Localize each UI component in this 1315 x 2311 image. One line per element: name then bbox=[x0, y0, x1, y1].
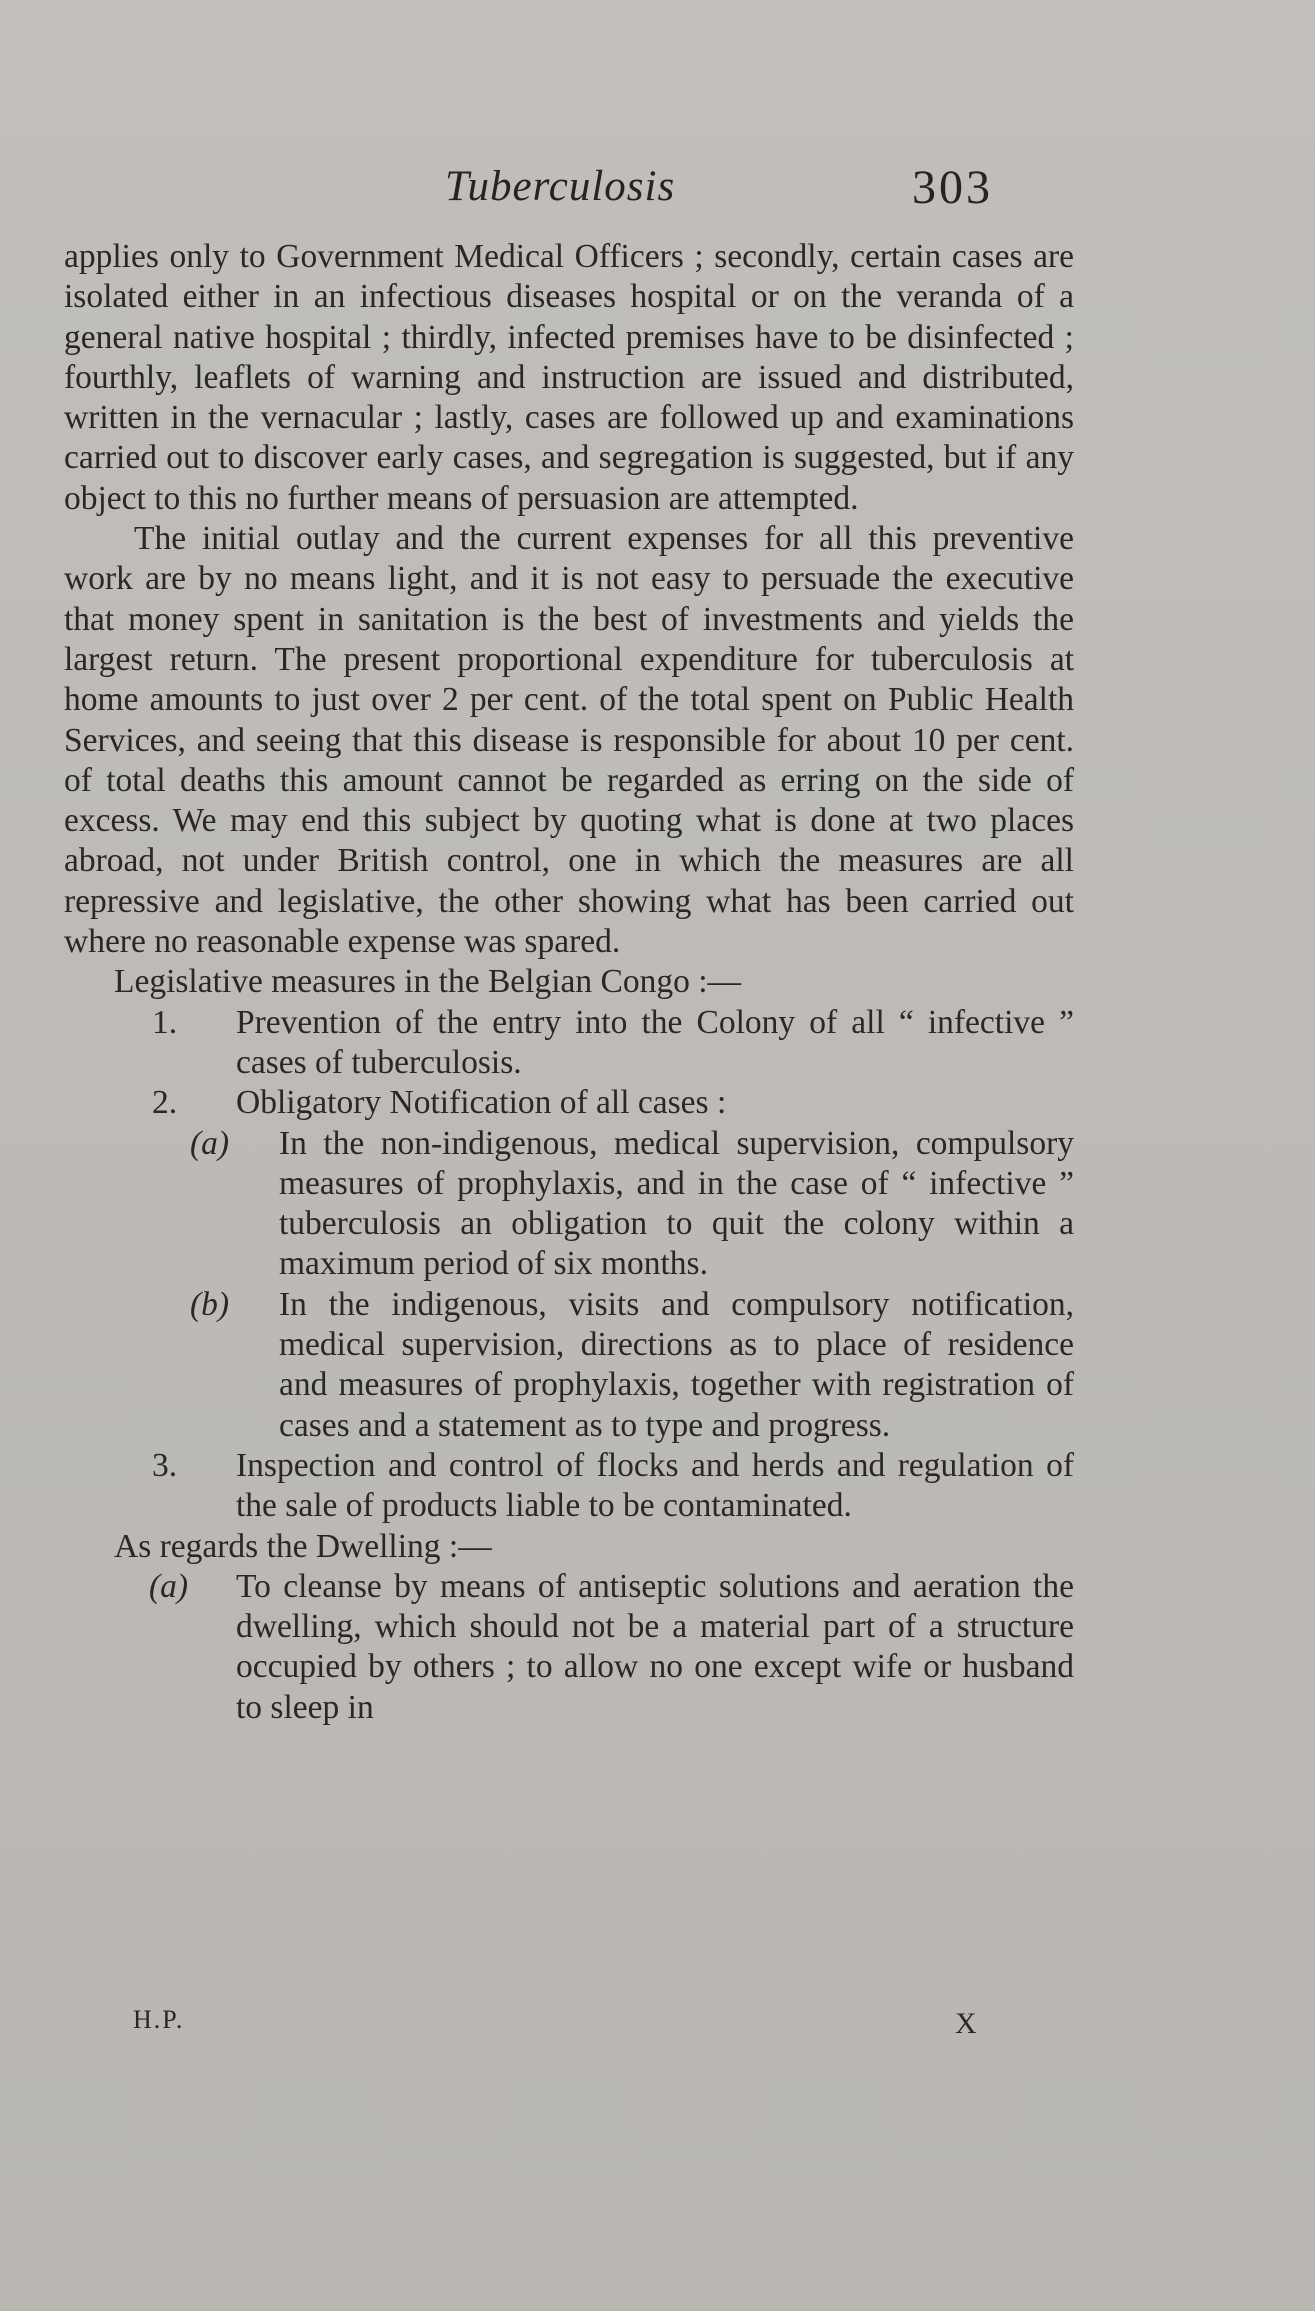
belgian-congo-heading: Legislative measures in the Belgian Congo :— bbox=[114, 963, 742, 1001]
list-item-1-label: 1. bbox=[152, 1003, 178, 1041]
list-item-2a-label: (a) bbox=[190, 1124, 230, 1162]
running-head bbox=[0, 162, 1315, 222]
dwelling-item-a-text: To cleanse by means of antiseptic solutions and aeration the dwelling, which should not be a material part of a structure occupied by others ; to allow no one except wife or husband to sleep in bbox=[236, 1567, 1074, 1726]
dwelling-heading: As regards the Dwelling :— bbox=[114, 1527, 492, 1565]
running-title: Tuberculosis bbox=[445, 163, 676, 210]
signature-mark: H.P. bbox=[133, 2005, 185, 2034]
list-item-2-text: Obligatory Notification of all cases : bbox=[236, 1084, 727, 1122]
sheet-mark: X bbox=[955, 2007, 977, 2040]
paragraph-1: applies only to Government Medical Officers ; secondly, certain cases are isolated either in an infectious diseases hospital or on the veranda of a general native hospital ; thirdly, infected premises have to be disinfected ; fourthly, leaflets of warning and instruction are issued and distributed, written in the vernacular ; lastly, cases are followed up and examinations carried out to discover early cases, and segregation is suggested, but if any object to this no further means of persuasion are attempted. bbox=[64, 238, 1074, 517]
list-item-2a bbox=[64, 1124, 1074, 1285]
body-text bbox=[64, 237, 1074, 1728]
page-number: 303 bbox=[912, 161, 993, 214]
list-item-2-label: 2. bbox=[152, 1084, 178, 1122]
dwelling-item-a bbox=[64, 1567, 1074, 1728]
list-item-2b-text: In the indigenous, visits and compulsory notification, medical supervision, directions as to place of residence and measures of prophylaxis, together with registration of cases and a statement as to type and progress. bbox=[279, 1285, 1074, 1444]
list-item-2b-label: (b) bbox=[190, 1285, 230, 1323]
list-item-2a-text: In the non-indigenous, medical supervision, compulsory measures of prophylaxis, and in the case of “ infective ” tuberculosis an obligation to quit the colony within a maximum period of six months. bbox=[279, 1124, 1074, 1283]
paragraph-2: The initial outlay and the current expenses for all this preventive work are by no means light, and it is not easy to persuade the executive that money spent in sanitation is the best of investments and yields the largest return. The present proportional expenditure for tuberculosis at home amounts to just over 2 per cent. of the total spent on Public Health Services, and seeing that this disease is responsible for about 10 per cent. of total deaths this amount cannot be regarded as erring on the side of excess. We may end this subject by quoting what is done at two places abroad, not under British control, one in which the measures are all repressive and legislative, the other showing what has been carried out where no reasonable expense was spared. bbox=[64, 520, 1074, 961]
list-item-2 bbox=[64, 1083, 1074, 1123]
dwelling-item-a-label: (a) bbox=[149, 1567, 189, 1605]
list-item-3 bbox=[64, 1446, 1074, 1527]
list-item-2b bbox=[64, 1285, 1074, 1446]
list-item-3-label: 3. bbox=[152, 1446, 178, 1484]
list-item-1-text: Prevention of the entry into the Colony of all “ infective ” cases of tuberculosis. bbox=[236, 1003, 1074, 1081]
list-item-3-text: Inspection and control of flocks and herds and regulation of the sale of products liable to be contaminated. bbox=[236, 1446, 1074, 1525]
list-item-1 bbox=[64, 1003, 1074, 1084]
page-footer bbox=[0, 2005, 1315, 2045]
